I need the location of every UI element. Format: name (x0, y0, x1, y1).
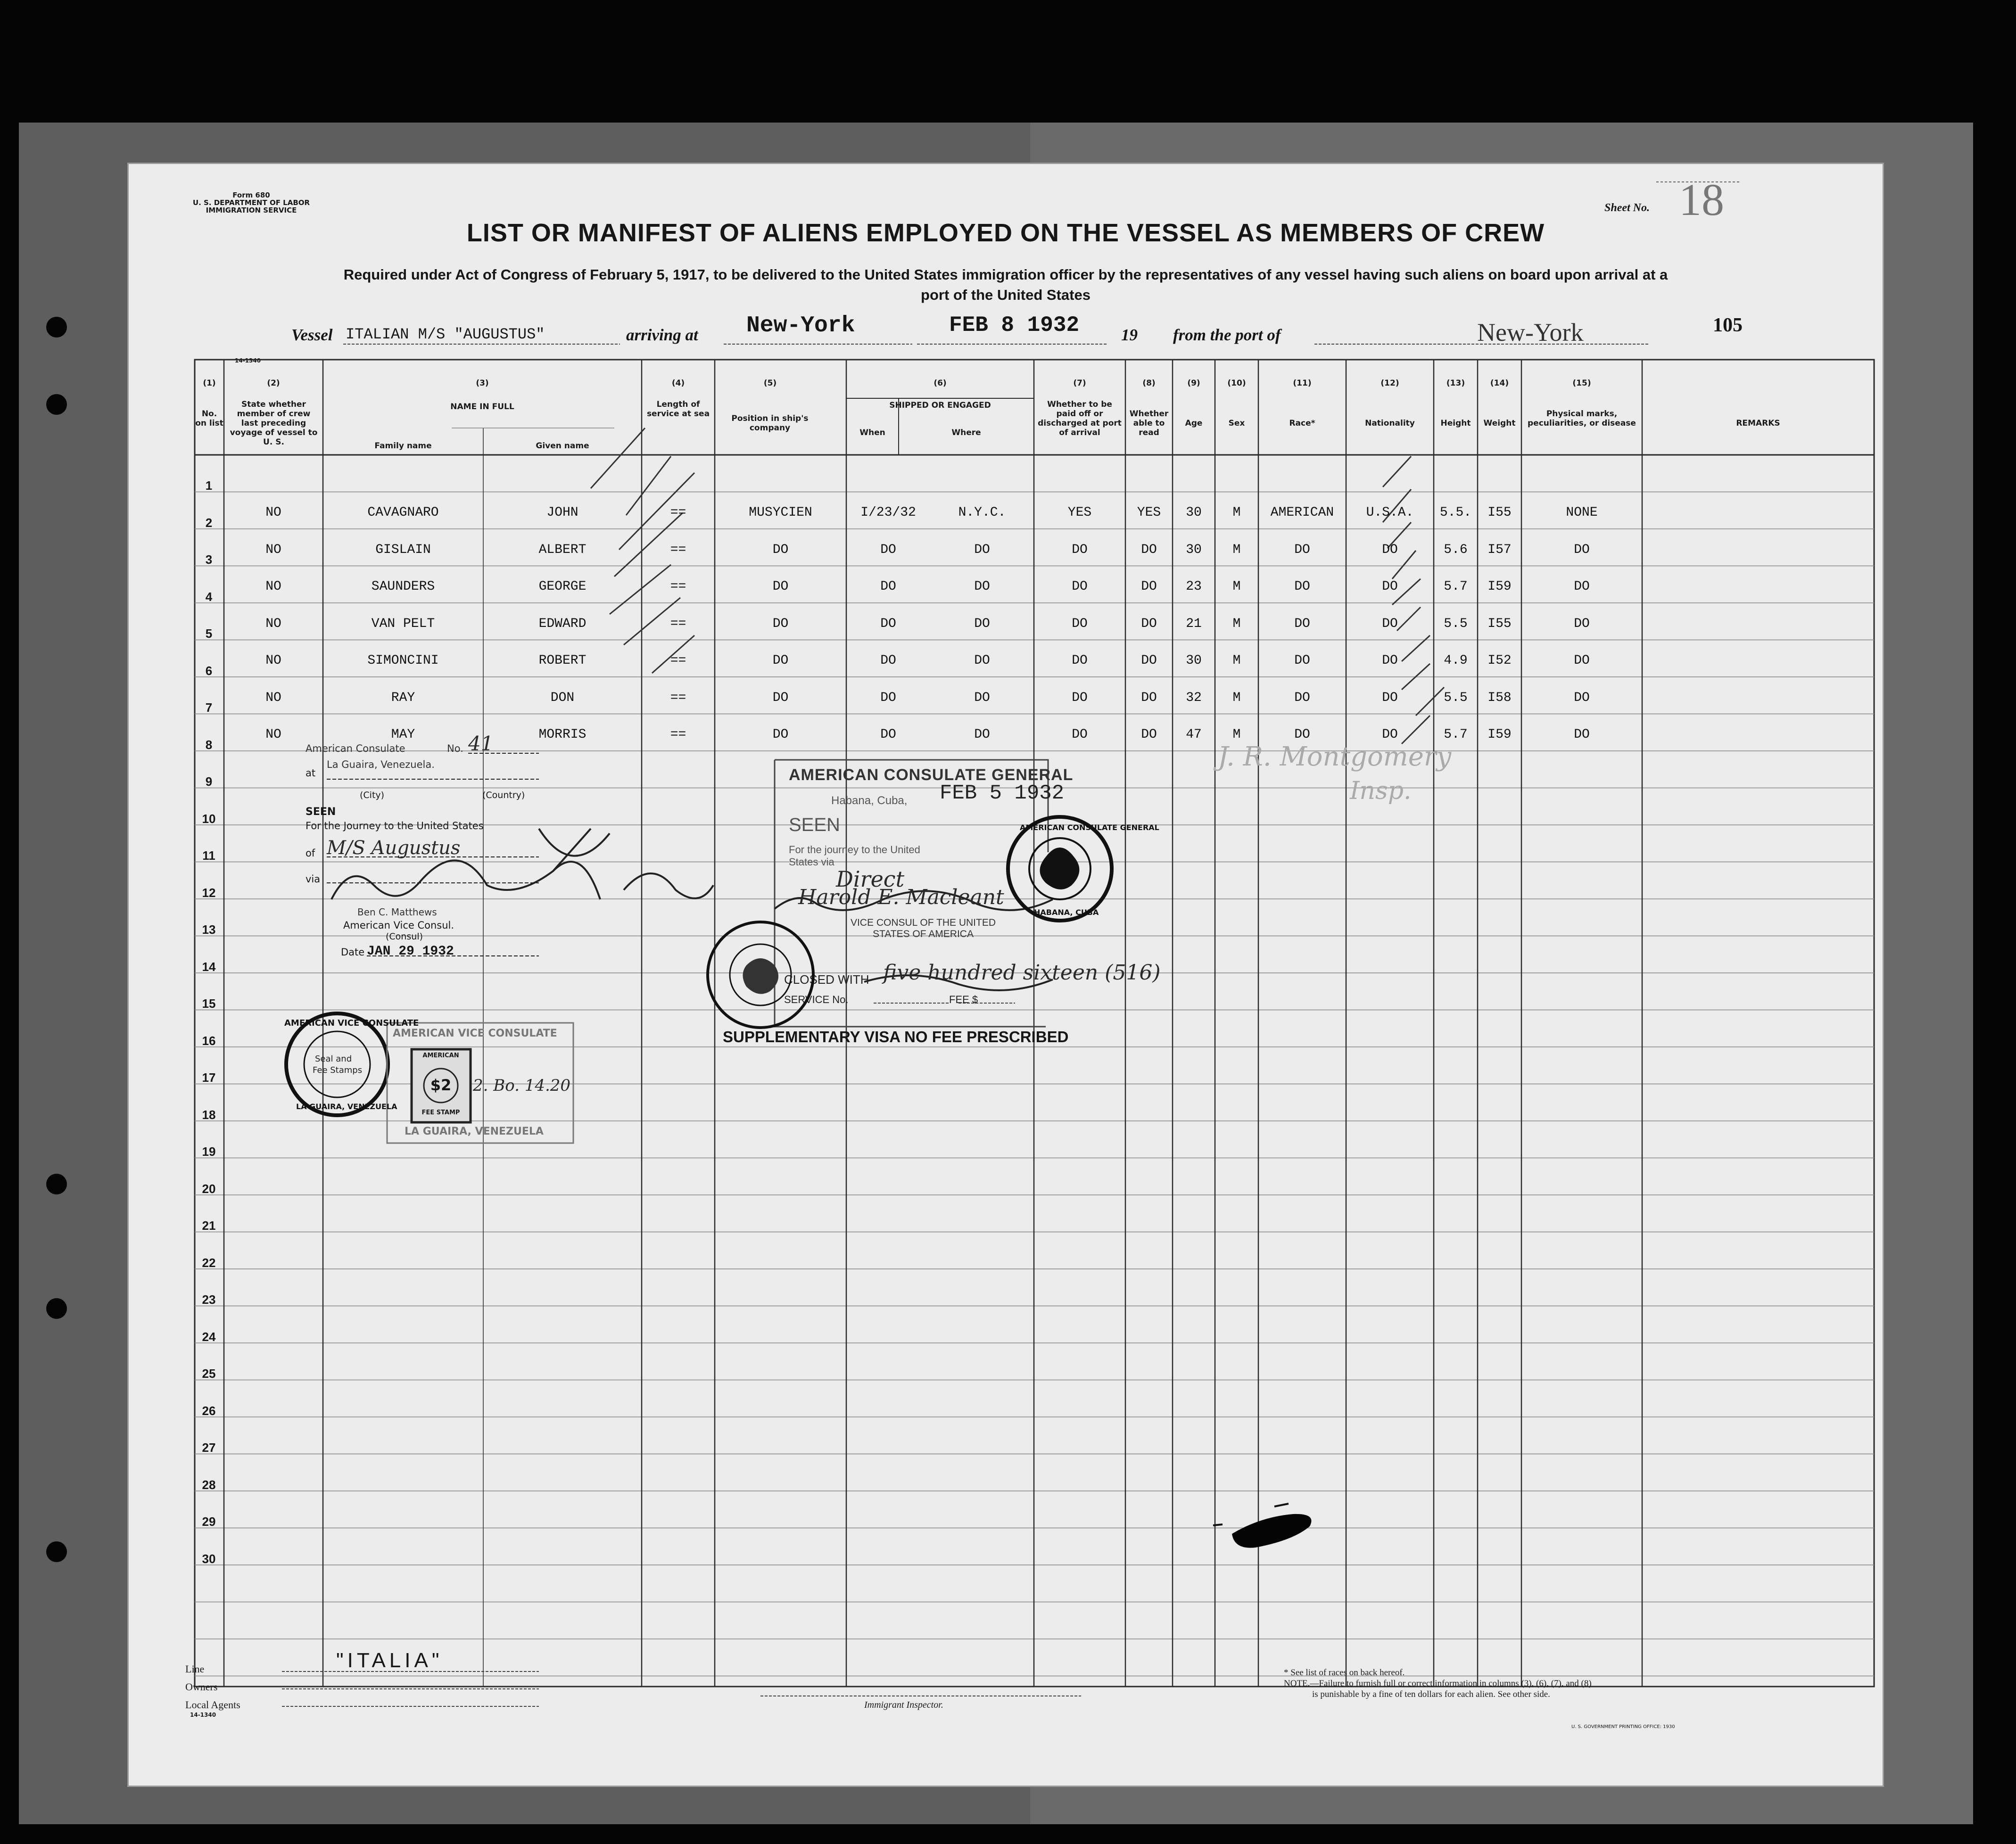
given-name-cell: DON (550, 690, 575, 705)
height-cell: 4.9 (1444, 653, 1468, 668)
line-number: 6 (205, 663, 213, 678)
from-port-label: from the port of (1173, 326, 1281, 344)
family-name-cell: VAN PELT (371, 616, 435, 631)
line-number: 14 (202, 959, 216, 974)
line-number: 25 (202, 1367, 216, 1381)
line-number: 18 (202, 1107, 216, 1122)
physical-marks-cell: DO (1574, 579, 1590, 594)
lg-seal-text: AMERICAN VICE CONSULATE (284, 1018, 419, 1028)
line-label: Line (185, 1663, 205, 1675)
paid-off-cell: DO (1072, 727, 1088, 742)
lg-country-label: (Country) (482, 790, 525, 800)
col-length-service: Length of service at sea (646, 400, 710, 419)
line-number: 10 (202, 811, 216, 826)
shipped-where-cell: DO (974, 690, 990, 705)
height-cell: 5.6 (1444, 542, 1468, 557)
able-read-cell: DO (1141, 690, 1157, 705)
height-cell: 5.5 (1444, 690, 1468, 705)
able-read-cell: YES (1137, 505, 1161, 520)
line-number: 11 (202, 848, 215, 863)
col-weight: Weight (1483, 419, 1516, 428)
family-name-cell: GISLAIN (375, 542, 431, 557)
lg-no-label: No. (447, 743, 463, 754)
col-given-name: Given name (536, 441, 589, 451)
line-number: 20 (202, 1181, 216, 1196)
habana-place: Habana, Cuba, (831, 794, 908, 807)
able-read-cell: DO (1141, 579, 1157, 594)
member-crew-cell: NO (265, 505, 281, 520)
col-physical-marks: Physical marks, peculiarities, or disease (1528, 409, 1636, 428)
col-1-number: (1) (203, 379, 216, 388)
arriving-at: New-York (746, 313, 855, 338)
line-number: 22 (202, 1255, 216, 1270)
habana-closed-value: five hundred sixteen (516) (883, 961, 1161, 985)
position-cell: DO (772, 727, 789, 742)
lg-fee-stamps: Fee Stamps (313, 1065, 363, 1075)
length-service-cell: == (670, 653, 686, 668)
member-crew-cell: NO (265, 727, 281, 742)
arriving-label: arriving at (626, 326, 698, 344)
habana-journey: For the journey to the United States via (789, 844, 920, 868)
line-number: 19 (202, 1144, 216, 1159)
shipped-where-cell: DO (974, 542, 990, 557)
col-5-number: (5) (763, 379, 777, 388)
inspector-label: Immigrant Inspector. (864, 1700, 943, 1710)
from-port: New-York (1477, 318, 1584, 346)
paid-off-cell: DO (1072, 579, 1088, 594)
age-cell: 32 (1186, 690, 1202, 705)
col-height: Height (1440, 419, 1471, 428)
lg-title: American Vice Consul. (343, 920, 454, 931)
lg-of-value: M/S Augustus (327, 837, 461, 859)
race-cell: DO (1294, 690, 1310, 705)
physical-marks-cell: DO (1574, 653, 1590, 668)
age-cell: 30 (1186, 505, 1202, 520)
weight-cell: I55 (1487, 505, 1512, 520)
fee-stamp-bottom: FEE STAMP (421, 1109, 460, 1116)
rect-stamp-top: AMERICAN VICE CONSULATE (393, 1028, 557, 1039)
col-8-number: (8) (1142, 379, 1156, 388)
given-name-cell: JOHN (546, 505, 578, 520)
position-cell: DO (772, 653, 789, 668)
col-6-number: (6) (934, 379, 947, 388)
given-name-cell: MORRIS (538, 727, 587, 742)
binder-hole (46, 1174, 67, 1194)
shipped-where-cell: DO (974, 727, 990, 742)
lg-journey: For the Journey to the United States (306, 820, 484, 831)
able-read-cell: DO (1141, 542, 1157, 557)
nationality-cell: DO (1382, 653, 1398, 668)
fine-note-1: NOTE.—Failure to furnish full or correct information in columns (3), (6), (7), and (8) (1284, 1679, 1592, 1688)
position-cell: DO (772, 579, 789, 594)
weight-cell: I52 (1487, 653, 1512, 668)
col-12-number: (12) (1380, 379, 1399, 388)
page-number: 105 (1713, 314, 1743, 336)
col-3-number: (3) (476, 379, 489, 388)
fee-note: 2. Bo. 14.20 (473, 1076, 571, 1095)
nationality-cell: DO (1382, 727, 1398, 742)
service: IMMIGRATION SERVICE (206, 206, 297, 214)
binder-hole (46, 317, 67, 338)
fee-stamp-amount: $2 (430, 1076, 452, 1094)
sex-cell: M (1232, 727, 1241, 742)
shipped-when-cell: DO (880, 690, 896, 705)
col-name-in-full: NAME IN FULL (450, 402, 514, 412)
col-age: Age (1185, 419, 1203, 428)
col-13-number: (13) (1446, 379, 1465, 388)
family-name-cell: MAY (391, 727, 415, 742)
member-crew-cell: NO (265, 579, 281, 594)
physical-marks-cell: DO (1574, 542, 1590, 557)
length-service-cell: == (670, 690, 686, 705)
given-name-cell: ALBERT (538, 542, 587, 557)
physical-marks-cell: DO (1574, 616, 1590, 631)
race-note: * See list of races on back hereof. (1284, 1668, 1405, 1678)
member-crew-cell: NO (265, 653, 281, 668)
shipped-when-cell: DO (880, 616, 896, 631)
line-number: 28 (202, 1477, 216, 1492)
vessel-name: ITALIAN M/S "AUGUSTUS" (346, 326, 545, 343)
age-cell: 21 (1186, 616, 1202, 631)
weight-cell: I57 (1487, 542, 1512, 557)
able-read-cell: DO (1141, 727, 1157, 742)
ink-blot (129, 164, 1883, 1786)
race-cell: DO (1294, 653, 1310, 668)
family-name-cell: SIMONCINI (367, 653, 439, 668)
footer-code: 14-1340 (190, 1712, 216, 1718)
length-service-cell: == (670, 727, 686, 742)
habana-closed-label: CLOSED WITH (784, 972, 869, 987)
department: U. S. DEPARTMENT OF LABOR (192, 198, 310, 207)
col-sex: Sex (1228, 419, 1245, 428)
line-number: 2 (205, 515, 213, 530)
race-cell: AMERICAN (1270, 505, 1334, 520)
line-number: 23 (202, 1292, 216, 1307)
length-service-cell: == (670, 579, 686, 594)
sex-cell: M (1232, 542, 1241, 557)
height-cell: 5.5 (1444, 616, 1468, 631)
habana-vc-title: VICE CONSUL OF THE UNITED STATES OF AMERICA (850, 917, 996, 939)
weight-cell: I55 (1487, 616, 1512, 631)
col-7-number: (7) (1073, 379, 1086, 388)
age-cell: 23 (1186, 579, 1202, 594)
physical-marks-cell: DO (1574, 690, 1590, 705)
family-name-cell: SAUNDERS (371, 579, 435, 594)
paid-off-cell: DO (1072, 690, 1088, 705)
habana-signature: Harold E. Macleant (798, 885, 1004, 909)
member-crew-cell: NO (265, 616, 281, 631)
col-9-number: (9) (1187, 379, 1200, 388)
sheet-label: Sheet No. (1604, 202, 1650, 214)
shipped-when-cell: DO (880, 727, 896, 742)
line-number: 21 (202, 1218, 216, 1233)
lg-date-label: Date (341, 947, 365, 958)
sex-cell: M (1232, 579, 1241, 594)
owners-label: Owners (185, 1681, 218, 1693)
position-cell: DO (772, 542, 789, 557)
shipped-when-cell: I/23/32 (860, 505, 916, 520)
race-cell: DO (1294, 727, 1310, 742)
able-read-cell: DO (1141, 653, 1157, 668)
shipped-when-cell: DO (880, 653, 896, 668)
line-number: 24 (202, 1329, 216, 1344)
shipped-when-cell: DO (880, 542, 896, 557)
member-crew-cell: NO (265, 542, 281, 557)
vessel-label: Vessel (291, 326, 333, 344)
shipped-where-cell: DO (974, 579, 990, 594)
lg-consulate-header: American Consulate (306, 743, 405, 754)
supplementary-visa: SUPPLEMENTARY VISA NO FEE PRESCRIBED (723, 1028, 1069, 1045)
fee-stamp-top: AMERICAN (422, 1052, 459, 1059)
col-position: Position in ship's company (731, 414, 809, 433)
shipped-when-cell: DO (880, 579, 896, 594)
habana-service-label: SERVICE No. (784, 994, 849, 1005)
year-prefix: 19 (1121, 326, 1138, 344)
lg-consul-label: (Consul) (386, 931, 423, 942)
nationality-cell: U.S.A. (1366, 505, 1414, 520)
line-number: 7 (205, 700, 213, 715)
line-number: 30 (202, 1551, 216, 1566)
manifest-page (127, 163, 1884, 1787)
length-service-cell: == (670, 616, 686, 631)
gpo-note: U. S. GOVERNMENT PRINTING OFFICE: 1930 (1571, 1724, 1675, 1729)
col-paid-off: Whether to be paid off or discharged at port of arrival (1038, 400, 1122, 437)
line-number: 4 (205, 589, 213, 604)
arrival-date: FEB 8 1932 (949, 313, 1080, 338)
lg-at-label: at (306, 767, 316, 779)
nationality-cell: DO (1382, 690, 1398, 705)
habana-header: AMERICAN CONSULATE GENERAL (789, 766, 1074, 784)
member-crew-cell: NO (265, 690, 281, 705)
line-number: 12 (202, 885, 216, 900)
weight-cell: I59 (1487, 579, 1512, 594)
lg-consulate-number: 41 (468, 732, 494, 755)
lg-of-label: of (306, 848, 315, 859)
sex-cell: M (1232, 616, 1241, 631)
col-race: Race* (1289, 419, 1315, 428)
line-number: 9 (205, 774, 213, 789)
position-cell: DO (772, 690, 789, 705)
inspector-signature: J. R. Montgomery (1218, 741, 1452, 772)
col-14-number: (14) (1490, 379, 1509, 388)
lg-via-label: via (306, 873, 321, 885)
form-number: Form 680 (232, 191, 270, 199)
weight-cell: I58 (1487, 690, 1512, 705)
lg-date: JAN 29 1932 (367, 944, 454, 959)
habana-direct: Direct (836, 866, 905, 892)
position-cell: DO (772, 616, 789, 631)
col-when: When (859, 428, 885, 437)
sex-cell: M (1232, 505, 1241, 520)
family-name-cell: RAY (391, 690, 415, 705)
nationality-cell: DO (1382, 579, 1398, 594)
position-cell: MUSYCIEN (749, 505, 812, 520)
paid-off-cell: DO (1072, 653, 1088, 668)
col-family-name: Family name (374, 441, 432, 451)
length-service-cell: == (670, 505, 686, 520)
col-shipped-engaged: SHIPPED OR ENGAGED (889, 401, 991, 410)
age-cell: 30 (1186, 542, 1202, 557)
fine-note-2: is punishable by a fine of ten dollars for each alien. See other side. (1312, 1689, 1550, 1699)
physical-marks-cell: DO (1574, 727, 1590, 742)
given-name-cell: EDWARD (538, 616, 587, 631)
habana-seen: SEEN (789, 815, 840, 835)
habana-fee-label: FEE $ (949, 994, 978, 1005)
lg-city-label: (City) (360, 790, 385, 800)
line-number: 27 (202, 1441, 216, 1455)
col-nationality: Nationality (1365, 419, 1415, 428)
sheet-number: 18 (1679, 174, 1724, 225)
paid-off-cell: YES (1067, 505, 1092, 520)
line-number: 13 (202, 922, 216, 937)
habana-date: FEB 5 1932 (940, 782, 1065, 805)
nationality-cell: DO (1382, 542, 1398, 557)
col-2-number: (2) (267, 379, 280, 388)
habana-seal-place: HABANA, CUBA (1034, 908, 1099, 917)
page-title: LIST OR MANIFEST OF ALIENS EMPLOYED ON THE VESSEL AS MEMBERS OF CREW (466, 219, 1545, 247)
col-4-number: (4) (671, 379, 685, 388)
race-cell: DO (1294, 616, 1310, 631)
subtitle-line-1: Required under Act of Congress of February 5, 1917, to be delivered to the United States immigration officer by the representatives of any vessel having such aliens on board upon arrival at a (343, 266, 1668, 283)
sex-cell: M (1232, 653, 1241, 668)
line-value: "ITALIA" (336, 1649, 443, 1672)
binder-hole (46, 1541, 67, 1562)
paid-off-cell: DO (1072, 616, 1088, 631)
age-cell: 47 (1186, 727, 1202, 742)
lg-seal-and: Seal and (315, 1054, 352, 1064)
given-name-cell: GEORGE (538, 579, 587, 594)
height-cell: 5.7 (1444, 579, 1468, 594)
weight-cell: I59 (1487, 727, 1512, 742)
race-cell: DO (1294, 579, 1310, 594)
col-remarks: REMARKS (1736, 419, 1780, 428)
col-where: Where (951, 428, 981, 437)
agents-label: Local Agents (185, 1699, 240, 1711)
race-cell: DO (1294, 542, 1310, 557)
lg-place: La Guaira, Venezuela. (327, 759, 435, 770)
line-number: 3 (205, 552, 213, 567)
age-cell: 30 (1186, 653, 1202, 668)
shipped-where-cell: N.Y.C. (958, 505, 1006, 520)
line-number: 16 (202, 1033, 216, 1048)
height-cell: 5.7 (1444, 727, 1468, 742)
height-cell: 5.5. (1439, 505, 1472, 520)
able-read-cell: DO (1141, 616, 1157, 631)
lg-signatory: Ben C. Matthews (357, 906, 437, 918)
nationality-cell: DO (1382, 616, 1398, 631)
binder-hole (46, 1298, 67, 1319)
form-code: 14-1340 (235, 357, 261, 364)
col-no-on-list: No. on list (195, 409, 223, 428)
col-10-number: (10) (1227, 379, 1246, 388)
physical-marks-cell: NONE (1566, 505, 1598, 520)
binder-hole (46, 394, 67, 415)
line-number: 17 (202, 1070, 216, 1085)
lg-seen: SEEN (306, 806, 336, 818)
sex-cell: M (1232, 690, 1241, 705)
line-number: 8 (205, 737, 213, 752)
line-number: 1 (205, 478, 213, 493)
col-member-crew: State whether member of crew last preceding voyage of vessel to U. S. (230, 400, 318, 447)
lg-seal-place: LA GUAIRA, VENEZUELA (296, 1102, 397, 1111)
shipped-where-cell: DO (974, 653, 990, 668)
line-number: 5 (205, 626, 213, 641)
subtitle-line-2: port of the United States (921, 287, 1091, 303)
given-name-cell: ROBERT (538, 653, 587, 668)
line-number: 15 (202, 996, 216, 1011)
family-name-cell: CAVAGNARO (367, 505, 439, 520)
inspector-title: Insp. (1350, 777, 1412, 805)
line-number: 26 (202, 1403, 216, 1418)
col-able-read: Whether able to read (1129, 409, 1169, 437)
col-15-number: (15) (1572, 379, 1591, 388)
habana-seal-text: AMERICAN CONSULATE GENERAL (1020, 823, 1159, 832)
shipped-where-cell: DO (974, 616, 990, 631)
col-11-number: (11) (1293, 379, 1312, 388)
paid-off-cell: DO (1072, 542, 1088, 557)
line-number: 29 (202, 1515, 216, 1529)
length-service-cell: == (670, 542, 686, 557)
rect-stamp-bottom: LA GUAIRA, VENEZUELA (405, 1126, 544, 1137)
